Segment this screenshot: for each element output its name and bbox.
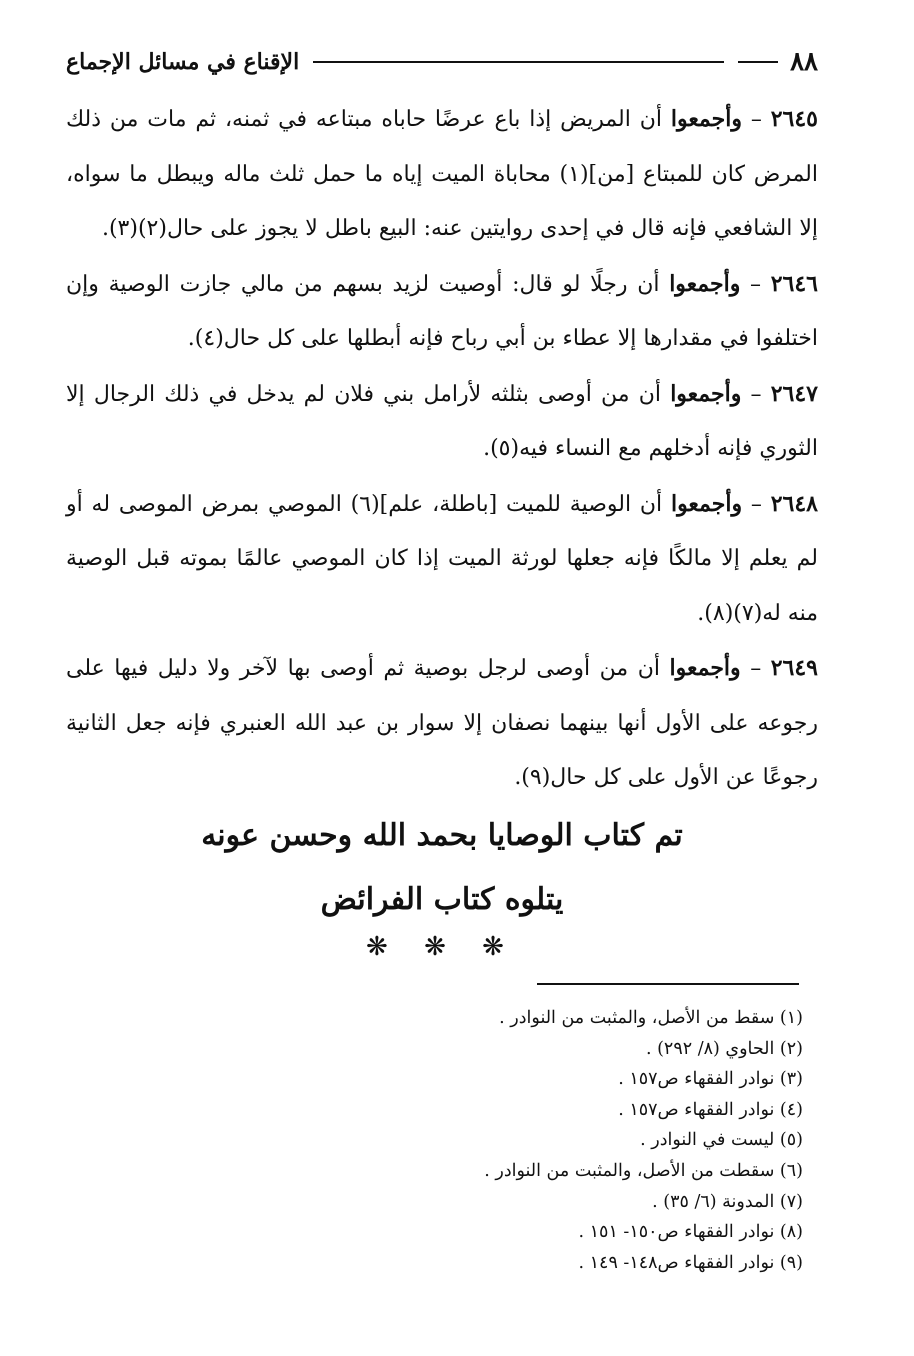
paragraph: ٢٦٤٩ – وأجمعوا أن من أوصى لرجل بوصية ثم أوصى بها لآخر ولا دليل فيها على رجوعه على الأول أنها بينهما نصفان إلا سوار بن عبد الله العنبري فإنه جعل الثانية رجوعًا عن الأول على كل حال(٩). xyxy=(66,655,818,790)
chapter-closing: تم كتاب الوصايا بحمد الله وحسن عونه xyxy=(201,818,683,853)
header-rule-short xyxy=(738,61,778,63)
paragraph-lead: وأجمعوا xyxy=(669,655,741,681)
paragraph-number: ٢٦٤٧ xyxy=(770,380,818,407)
page-header xyxy=(66,42,818,82)
footnotes xyxy=(200,1003,803,1278)
footnote: (٥) ليست في النوادر . xyxy=(640,1130,803,1151)
footnote: (٣) نوادر الفقهاء ص١٥٧ . xyxy=(618,1069,803,1090)
paragraph-lead: وأجمعوا xyxy=(670,490,743,517)
paragraph-number: ٢٦٤٦ xyxy=(770,270,818,297)
footnote: (٤) نوادر الفقهاء ص١٥٧ . xyxy=(618,1099,803,1120)
footnote: (٨) نوادر الفقهاء ص١٥٠- ١٥١ . xyxy=(578,1222,803,1243)
footnote: (١) سقط من الأصل، والمثبت من النوادر . xyxy=(499,1008,803,1028)
paragraph-text: أن من أوصى لرجل بوصية ثم أوصى بها لآخر ولا دليل فيها على رجوعه على الأول أنها بينهما نصفان إلا سوار بن عبد الله العنبري فإنه جعل الثانية رجوعًا عن الأول على كل حال(٩). xyxy=(66,656,818,790)
paragraph-lead: وأجمعوا xyxy=(670,380,742,407)
paragraph: ٢٦٤٥ – وأجمعوا أن المريض إذا باع عرضًا حاباه مبتاعه في ثمنه، ثم مات من ذلك المرض كان للمبتاع [من](١) محاباة الميت إياه ما حمل ثلث ماله ويبطل ما سواه، إلا الشافعي فإنه قال في إحدى روايتين عنه: البيع باطل لا يجوز على حال(٢)(٣). xyxy=(66,106,818,241)
paragraph: ٢٦٤٧ – وأجمعوا أن من أوصى بثلثه لأرامل بني فلان لم يدخل في ذلك الرجال إلا الثوري فإنه أدخلهم مع النساء فيه(٥). xyxy=(66,380,818,461)
footnote: (٩) نوادر الفقهاء ص١٤٨- ١٤٩ . xyxy=(578,1252,803,1273)
book-title: الإقناع في مسائل الإجماع xyxy=(66,49,300,75)
main-text xyxy=(66,92,818,806)
footnote-separator xyxy=(537,983,799,985)
paragraph-number: ٢٦٤٩ xyxy=(770,655,818,681)
paragraph-number: ٢٦٤٨ xyxy=(770,490,818,517)
paragraph-text: أن المريض إذا باع عرضًا حاباه مبتاعه في ثمنه، ثم مات من ذلك المرض كان للمبتاع [من](١) محاباة الميت إياه ما حمل ثلث ماله ويبطل ما سواه، إلا الشافعي فإنه قال في إحدى روايتين عنه: البيع باطل لا يجوز على حال(٢)(٣). xyxy=(66,107,818,241)
footnote: (٧) المدونة (٦/ ٣٥) . xyxy=(652,1191,803,1212)
next-chapter-note: يتلوه كتاب الفرائض xyxy=(320,882,564,917)
page-number: ٨٨ xyxy=(790,47,818,77)
paragraph-text: أن من أوصى بثلثه لأرامل بني فلان لم يدخل في ذلك الرجال إلا الثوري فإنه أدخلهم مع النساء فيه(٥). xyxy=(66,381,818,461)
paragraph-number: ٢٦٤٥ xyxy=(770,106,818,132)
paragraph-text: أن رجلًا لو قال: أوصيت لزيد بسهم من مالي جازت الوصية وإن اختلفوا في مقدارها إلا عطاء بن أبي رباح فإنه أبطلها على كل حال(٤). xyxy=(66,271,818,351)
header-rule-long xyxy=(313,61,724,63)
paragraph-text: أن الوصية للميت [باطلة، علم](٦) الموصي بمرض الموصى له أو لم يعلم إلا مالكًا فإنه جعلها لورثة الميت إذا كان الموصي عالمًا بموته قبل الوصية منه له(٧)(٨). xyxy=(66,491,818,626)
paragraph-lead: وأجمعوا xyxy=(669,270,741,297)
paragraph: ٢٦٤٦ – وأجمعوا أن رجلًا لو قال: أوصيت لزيد بسهم من مالي جازت الوصية وإن اختلفوا في مقدارها إلا عطاء بن أبي رباح فإنه أبطلها على كل حال(٤). xyxy=(66,270,818,351)
paragraph-lead: وأجمعوا xyxy=(670,106,742,132)
asterism-ornament: ❋ ❋ ❋ xyxy=(366,932,518,962)
footnote: (٦) سقطت من الأصل، والمثبت من النوادر . xyxy=(484,1160,803,1181)
footnote: (٢) الحاوي (٨/ ٢٩٢) . xyxy=(645,1038,803,1059)
paragraph: ٢٦٤٨ – وأجمعوا أن الوصية للميت [باطلة، علم](٦) الموصي بمرض الموصى له أو لم يعلم إلا مالكًا فإنه جعلها لورثة الميت إذا كان الموصي عالمًا بموته قبل الوصية منه له(٧)(٨). xyxy=(66,490,818,626)
